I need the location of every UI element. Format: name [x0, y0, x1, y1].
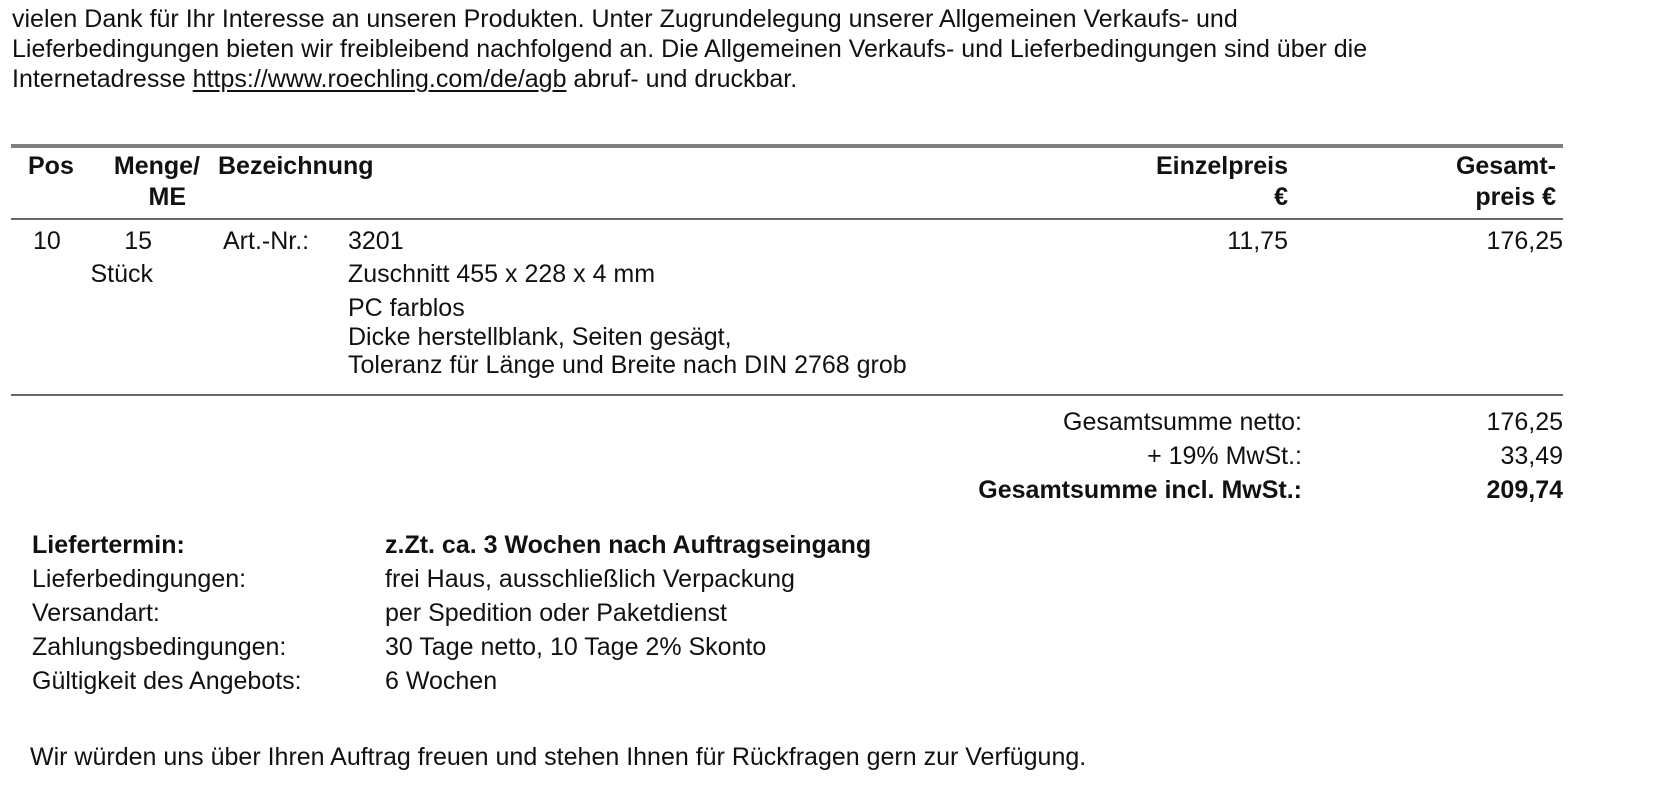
total-net-value: 176,25	[1486, 408, 1563, 436]
item-pos: 10	[33, 227, 61, 255]
term-offer-validity-label: Gültigkeit des Angebots:	[32, 667, 302, 695]
term-payment-conditions-value: 30 Tage netto, 10 Tage 2% Skonto	[385, 633, 767, 661]
item-separator-rule	[11, 394, 1563, 396]
total-vat-value: 33,49	[1500, 442, 1563, 470]
intro-line-3	[12, 65, 797, 94]
item-desc-line-2: PC farblos	[348, 294, 465, 322]
item-article-label: Art.-Nr.:	[223, 227, 310, 255]
col-header-description: Bezeichnung	[218, 152, 374, 180]
item-desc-line-4: Toleranz für Länge und Breite nach DIN 2768 grob	[348, 351, 907, 379]
header-separator-rule	[11, 218, 1563, 220]
col-header-qty-line1: Menge/	[113, 152, 200, 180]
col-header-total-price-line2: preis €	[1475, 183, 1556, 211]
term-offer-validity-value: 6 Wochen	[385, 667, 498, 695]
term-shipping-method-value: per Spedition oder Paketdienst	[385, 599, 727, 627]
col-header-unit-price-line2: €	[1274, 183, 1288, 211]
term-delivery-date-label: Liefertermin:	[32, 531, 185, 559]
term-delivery-conditions-label: Lieferbedingungen:	[32, 565, 247, 593]
item-desc-line-1: Zuschnitt 455 x 228 x 4 mm	[348, 260, 656, 288]
term-delivery-date-value: z.Zt. ca. 3 Wochen nach Auftragseingang	[385, 531, 872, 559]
item-qty: 15	[124, 227, 152, 255]
total-gross-value: 209,74	[1486, 476, 1563, 504]
intro-line-1: vielen Dank für Ihr Interesse an unseren Produkten. Unter Zugrundelegung unserer Allgemeinen Verkaufs- und	[12, 5, 1238, 33]
total-gross-label: Gesamtsumme incl. MwSt.:	[978, 476, 1302, 504]
intro-line3-suffix: abruf- und druckbar.	[566, 65, 798, 93]
term-delivery-conditions-value: frei Haus, ausschließlich Verpackung	[385, 565, 795, 593]
item-unit: Stück	[90, 260, 153, 288]
col-header-total-price-line1: Gesamt-	[1455, 152, 1556, 180]
term-shipping-method-label: Versandart:	[32, 599, 160, 627]
item-unit-price: 11,75	[1227, 227, 1288, 255]
term-payment-conditions-label: Zahlungsbedingungen:	[32, 633, 287, 661]
table-top-rule	[11, 144, 1563, 148]
total-vat-label: + 19% MwSt.:	[1147, 442, 1302, 470]
closing-line: Wir würden uns über Ihren Auftrag freuen und stehen Ihnen für Rückfragen gern zur Verfügung.	[30, 743, 1087, 771]
intro-line-2: Lieferbedingungen bieten wir freibleibend nachfolgend an. Die Allgemeinen Verkaufs- und Lieferbedingungen sind über die	[12, 35, 1368, 63]
col-header-qty-line2: ME	[148, 183, 186, 211]
col-header-pos: Pos	[28, 152, 74, 180]
col-header-unit-price-line1: Einzelpreis	[1156, 152, 1288, 180]
item-total-price: 176,25	[1486, 227, 1563, 255]
agb-link[interactable]: https://www.roechling.com/de/agb	[192, 65, 567, 93]
intro-line3-prefix: Internetadresse	[12, 65, 193, 93]
item-article-number: 3201	[348, 227, 404, 255]
item-desc-line-3: Dicke herstellblank, Seiten gesägt,	[348, 323, 732, 351]
total-net-label: Gesamtsumme netto:	[1063, 408, 1302, 436]
